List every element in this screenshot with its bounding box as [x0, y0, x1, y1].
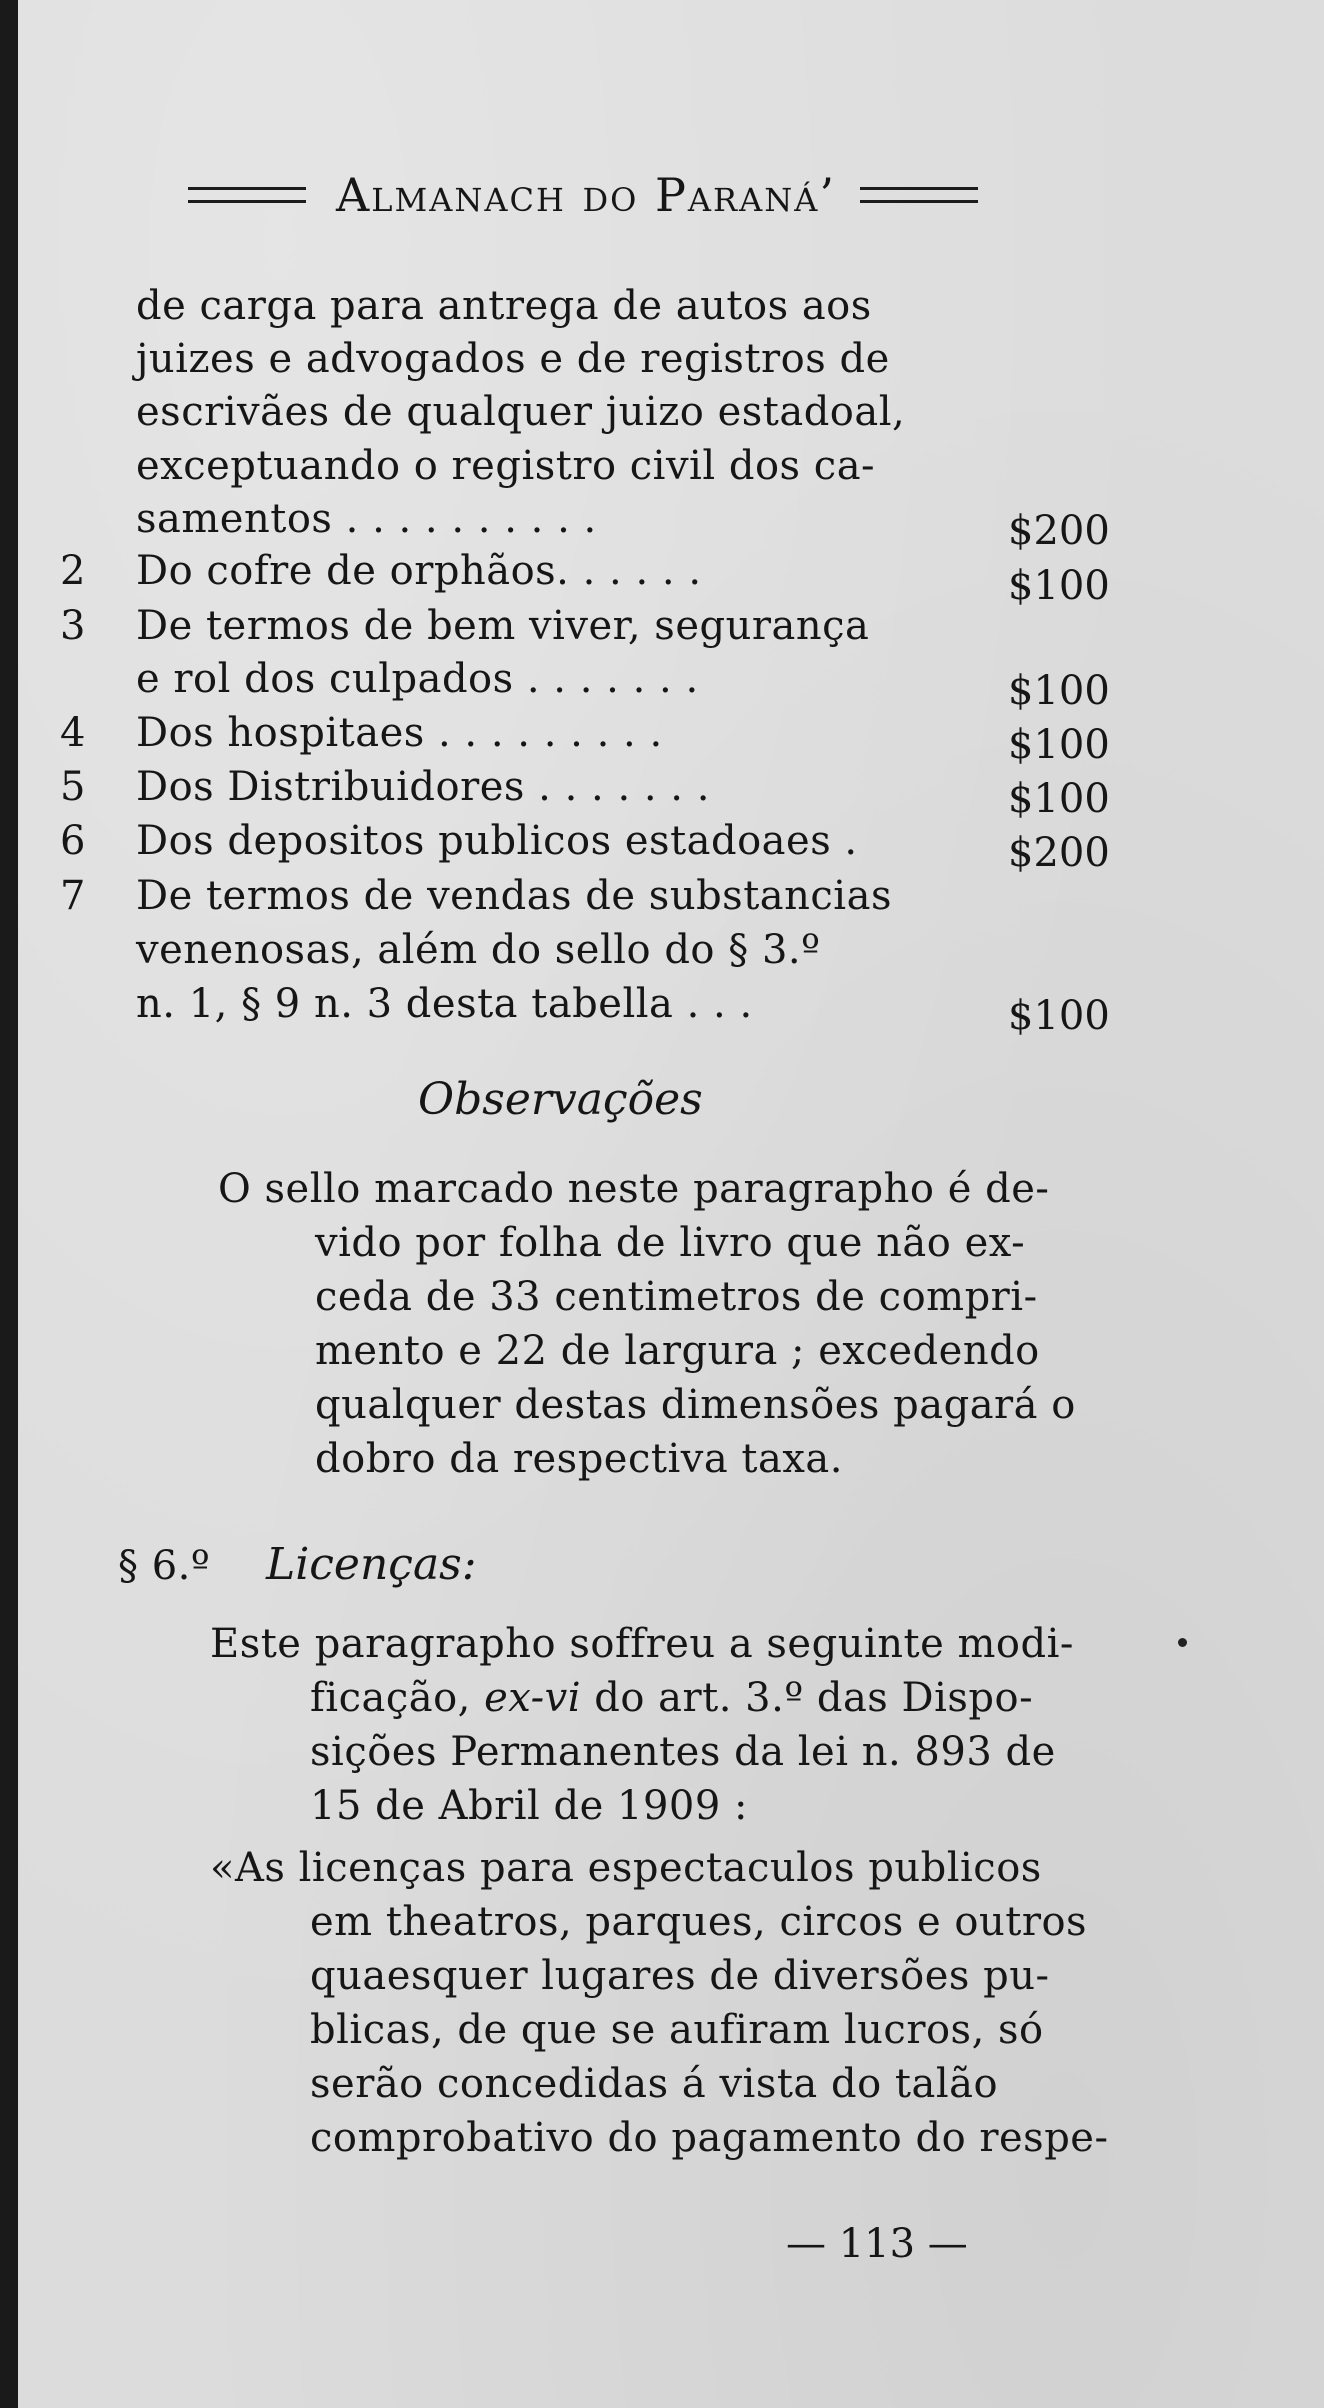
observacoes-heading: Observações [418, 1074, 703, 1125]
item-text: Dos Distribuidores . . . . . . . [136, 764, 710, 810]
observacoes-line: ceda de 33 centimetros de compri- [315, 1274, 1038, 1320]
section-para2-line: blicas, de que se aufiram lucros, só [310, 2007, 1044, 2053]
intro-line: exceptuando o registro civil dos ca- [136, 443, 876, 489]
item-number: 7 [60, 873, 86, 919]
item-text: Do cofre de orphãos. . . . . . [136, 548, 702, 594]
observacoes-line: O sello marcado neste paragrapho é de- [218, 1166, 1050, 1212]
item-number: 2 [60, 548, 86, 594]
section-para2-line: «As licenças para espectaculos publicos [210, 1845, 1042, 1891]
item-text: Dos hospitaes . . . . . . . . . [136, 710, 663, 756]
section-para1-line: Este paragrapho soffreu a seguinte modi- [210, 1621, 1074, 1667]
section-para2-line: quaesquer lugares de diversões pu- [310, 1953, 1050, 1999]
observacoes-line: dobro da respectiva taxa. [315, 1436, 843, 1482]
item-text: De termos de bem viver, segurança [136, 603, 870, 649]
header-rule-left [188, 187, 306, 203]
item-price: $100 [1008, 668, 1110, 714]
section-para1-segment: ficação, [310, 1675, 471, 1721]
item-text: e rol dos culpados . . . . . . . [136, 656, 699, 702]
page-number: — 113 — [786, 2221, 968, 2267]
item-price: $200 [1008, 830, 1110, 876]
margin-mark [1178, 1638, 1187, 1647]
intro-line: de carga para antrega de autos aos [136, 283, 872, 329]
latin-phrase: ex-vi [484, 1675, 582, 1721]
header-rule-right [860, 187, 978, 203]
section-para1-line [310, 1672, 1033, 1724]
section-para1-segment: do art. 3.º das Dispo- [594, 1675, 1034, 1721]
item-price: $100 [1008, 563, 1110, 609]
item-text: n. 1, § 9 n. 3 desta tabella . . . [136, 981, 753, 1027]
section-para1-line: 15 de Abril de 1909 : [310, 1783, 748, 1829]
book-page [18, 0, 1324, 2408]
item-price: $100 [1008, 993, 1110, 1039]
running-header [188, 165, 978, 225]
intro-line: escrivães de qualquer juizo estadoal, [136, 389, 906, 435]
intro-price: $200 [1008, 508, 1110, 554]
item-number: 6 [60, 818, 86, 864]
section-para2-line: comprobativo do pagamento do respe- [310, 2115, 1109, 2161]
item-number: 4 [60, 710, 86, 756]
item-text: De termos de vendas de substancias [136, 873, 892, 919]
observacoes-line: qualquer destas dimensões pagará o [315, 1382, 1076, 1428]
section-para1-line: sições Permanentes da lei n. 893 de [310, 1729, 1056, 1775]
item-price: $100 [1008, 722, 1110, 768]
intro-line: juizes e advogados e de registros de [136, 336, 890, 382]
section-para2-line: em theatros, parques, circos e outros [310, 1899, 1088, 1945]
item-text: Dos depositos publicos estadoaes . [136, 818, 858, 864]
observacoes-line: vido por folha de livro que não ex- [315, 1220, 1026, 1266]
header-title: Almanach do Paraná’ [336, 168, 836, 222]
item-number: 5 [60, 764, 86, 810]
item-number: 3 [60, 603, 86, 649]
item-text: venenosas, além do sello do § 3.º [136, 927, 821, 973]
observacoes-line: mento e 22 de largura ; excedendo [315, 1328, 1040, 1374]
section-number: § 6.º [118, 1543, 211, 1589]
section-para2-line: serão concedidas á vista do talão [310, 2061, 999, 2107]
intro-line: samentos . . . . . . . . . . [136, 496, 597, 542]
item-price: $100 [1008, 776, 1110, 822]
section-title: Licenças: [266, 1539, 477, 1590]
